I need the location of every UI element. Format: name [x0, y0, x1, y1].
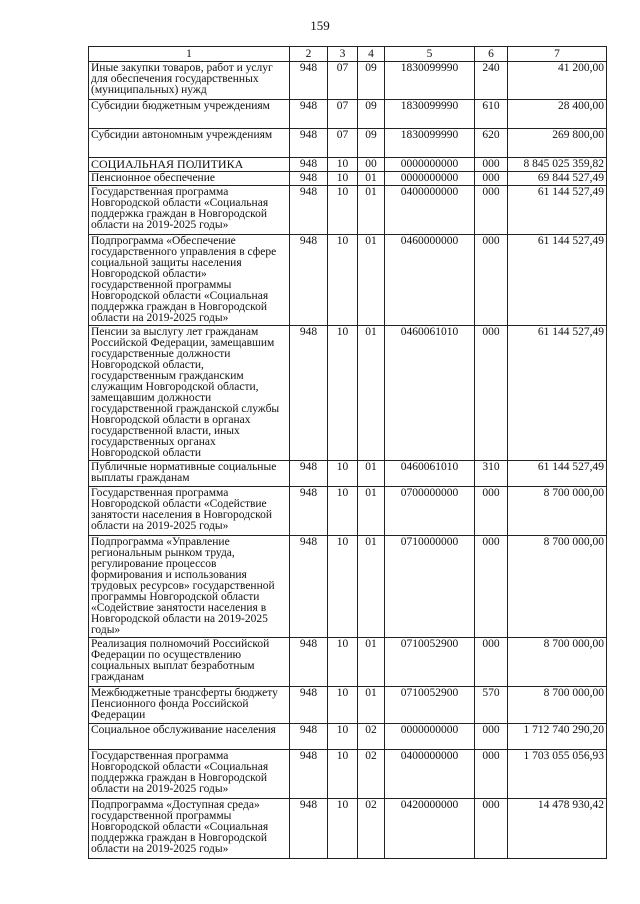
row-ministry-code: 948 [290, 62, 328, 100]
table-row [89, 326, 607, 461]
page-number: 159 [310, 18, 330, 33]
row-target-code: 0400000000 [385, 750, 475, 799]
row-target-code: 1830099990 [385, 62, 475, 100]
table-row [89, 235, 607, 326]
row-section-code: 10 [328, 461, 358, 487]
row-expense-type-code: 000 [475, 536, 508, 638]
row-ministry-code: 948 [290, 687, 328, 724]
table-row [89, 172, 607, 186]
table-row [89, 724, 607, 750]
row-expense-type-code: 620 [475, 129, 508, 158]
row-name: Субсидии автономным учреждениям [89, 129, 290, 158]
row-subsection-code: 09 [358, 129, 385, 158]
row-expense-type-code: 570 [475, 687, 508, 724]
row-subsection-code: 09 [358, 100, 385, 129]
row-expense-type-code: 610 [475, 100, 508, 129]
row-subsection-code: 01 [358, 638, 385, 687]
row-name: Государственная программа Новгородской области «Содействие занятости населения в Новгородской области на 2019-2025 годы» [89, 487, 290, 536]
table-row [89, 750, 607, 799]
row-subsection-code: 00 [358, 158, 385, 172]
row-ministry-code: 948 [290, 186, 328, 235]
row-expense-type-code: 000 [475, 724, 508, 750]
table-row [89, 536, 607, 638]
column-number-row [89, 47, 607, 62]
row-subsection-code: 09 [358, 62, 385, 100]
row-name: Пенсии за выслугу лет гражданам Российской Федерации, замещавшим государственные должности Новгородской области, государственным гражданским служащим Новгородской области, замещавшим должности государственной гражданской службы Новгородской области в органах государственной власти, иных государственных органах Новгородской области [89, 326, 290, 461]
column-number: 3 [328, 47, 358, 62]
row-target-code: 0400000000 [385, 186, 475, 235]
column-number: 7 [508, 47, 607, 62]
row-name: Подпрограмма «Управление региональным рынком труда, регулирование процессов формирования и использования трудовых ресурсов» государственной программы Новгородской области «Содействие занятости населения в Новгородской области на 2019-2025 годы» [89, 536, 290, 638]
table-row [89, 461, 607, 487]
row-subsection-code: 01 [358, 487, 385, 536]
row-name: СОЦИАЛЬНАЯ ПОЛИТИКА [89, 158, 290, 172]
row-target-code: 0000000000 [385, 172, 475, 186]
row-target-code: 0710052900 [385, 638, 475, 687]
table-row [89, 100, 607, 129]
row-expense-type-code: 000 [475, 487, 508, 536]
row-ministry-code: 948 [290, 638, 328, 687]
row-section-code: 10 [328, 186, 358, 235]
row-ministry-code: 948 [290, 487, 328, 536]
row-expense-type-code: 000 [475, 186, 508, 235]
row-section-code: 07 [328, 62, 358, 100]
row-subsection-code: 02 [358, 750, 385, 799]
row-ministry-code: 948 [290, 724, 328, 750]
row-section-code: 10 [328, 172, 358, 186]
row-expense-type-code: 000 [475, 235, 508, 326]
row-amount: 61 144 527,49 [508, 235, 607, 326]
row-name: Пенсионное обеспечение [89, 172, 290, 186]
row-amount: 8 700 000,00 [508, 638, 607, 687]
table-row [89, 62, 607, 100]
row-subsection-code: 01 [358, 687, 385, 724]
row-expense-type-code: 000 [475, 326, 508, 461]
row-target-code: 1830099990 [385, 129, 475, 158]
row-amount: 8 700 000,00 [508, 536, 607, 638]
row-target-code: 0460000000 [385, 235, 475, 326]
row-target-code: 0000000000 [385, 724, 475, 750]
table-row [89, 487, 607, 536]
row-section-code: 10 [328, 536, 358, 638]
row-subsection-code: 01 [358, 326, 385, 461]
row-ministry-code: 948 [290, 235, 328, 326]
row-target-code: 0420000000 [385, 799, 475, 859]
table-row [89, 687, 607, 724]
row-amount: 1 703 055 056,93 [508, 750, 607, 799]
row-amount: 8 700 000,00 [508, 687, 607, 724]
row-target-code: 0460061010 [385, 461, 475, 487]
row-section-code: 10 [328, 799, 358, 859]
row-expense-type-code: 240 [475, 62, 508, 100]
column-number: 1 [89, 47, 290, 62]
column-number: 4 [358, 47, 385, 62]
row-expense-type-code: 310 [475, 461, 508, 487]
row-subsection-code: 02 [358, 799, 385, 859]
row-target-code: 0460061010 [385, 326, 475, 461]
row-expense-type-code: 000 [475, 799, 508, 859]
row-name: Реализация полномочий Российской Федерации по осуществлению социальных выплат безработным гражданам [89, 638, 290, 687]
row-subsection-code: 01 [358, 186, 385, 235]
row-ministry-code: 948 [290, 100, 328, 129]
row-section-code: 10 [328, 724, 358, 750]
row-expense-type-code: 000 [475, 638, 508, 687]
row-name: Публичные нормативные социальные выплаты гражданам [89, 461, 290, 487]
row-target-code: 0700000000 [385, 487, 475, 536]
row-name: Государственная программа Новгородской области «Социальная поддержка граждан в Новгородской области на 2019-2025 годы» [89, 750, 290, 799]
row-section-code: 07 [328, 129, 358, 158]
table-row [89, 158, 607, 172]
row-expense-type-code: 000 [475, 158, 508, 172]
row-amount: 14 478 930,42 [508, 799, 607, 859]
row-section-code: 10 [328, 487, 358, 536]
row-section-code: 10 [328, 750, 358, 799]
row-ministry-code: 948 [290, 799, 328, 859]
row-name: Государственная программа Новгородской области «Социальная поддержка граждан в Новгородской области на 2019-2025 годы» [89, 186, 290, 235]
row-amount: 61 144 527,49 [508, 461, 607, 487]
row-ministry-code: 948 [290, 129, 328, 158]
row-name: Субсидии бюджетным учреждениям [89, 100, 290, 129]
row-ministry-code: 948 [290, 158, 328, 172]
row-ministry-code: 948 [290, 172, 328, 186]
row-expense-type-code: 000 [475, 750, 508, 799]
row-target-code: 0000000000 [385, 158, 475, 172]
row-section-code: 10 [328, 638, 358, 687]
row-name: Межбюджетные трансферты бюджету Пенсионного фонда Российской Федерации [89, 687, 290, 724]
row-amount: 8 700 000,00 [508, 487, 607, 536]
row-subsection-code: 01 [358, 172, 385, 186]
row-amount: 69 844 527,49 [508, 172, 607, 186]
budget-table [88, 46, 607, 859]
row-amount: 1 712 740 290,20 [508, 724, 607, 750]
row-ministry-code: 948 [290, 326, 328, 461]
row-expense-type-code: 000 [475, 172, 508, 186]
column-number: 2 [290, 47, 328, 62]
table-row [89, 186, 607, 235]
row-subsection-code: 01 [358, 235, 385, 326]
row-section-code: 10 [328, 687, 358, 724]
row-name: Иные закупки товаров, работ и услуг для обеспечения государственных (муниципальных) нужд [89, 62, 290, 100]
column-number: 6 [475, 47, 508, 62]
row-name: Социальное обслуживание населения [89, 724, 290, 750]
row-amount: 8 845 025 359,82 [508, 158, 607, 172]
row-ministry-code: 948 [290, 536, 328, 638]
row-amount: 61 144 527,49 [508, 186, 607, 235]
row-amount: 269 800,00 [508, 129, 607, 158]
row-name: Подпрограмма «Обеспечение государственного управления в сфере социальной защиты населения Новгородской области» государственной программы Новгородской области «Социальная поддержка граждан в Новгородской области на 2019-2025 годы» [89, 235, 290, 326]
row-target-code: 1830099990 [385, 100, 475, 129]
row-section-code: 07 [328, 100, 358, 129]
row-ministry-code: 948 [290, 750, 328, 799]
column-number: 5 [385, 47, 475, 62]
table-row [89, 638, 607, 687]
row-subsection-code: 02 [358, 724, 385, 750]
row-amount: 61 144 527,49 [508, 326, 607, 461]
row-section-code: 10 [328, 235, 358, 326]
row-name: Подпрограмма «Доступная среда» государственной программы Новгородской области «Социальная поддержка граждан в Новгородской области на 2019-2025 годы» [89, 799, 290, 859]
row-ministry-code: 948 [290, 461, 328, 487]
table-body [89, 47, 607, 859]
row-amount: 41 200,00 [508, 62, 607, 100]
row-amount: 28 400,00 [508, 100, 607, 129]
row-subsection-code: 01 [358, 461, 385, 487]
row-target-code: 0710000000 [385, 536, 475, 638]
row-subsection-code: 01 [358, 536, 385, 638]
row-section-code: 10 [328, 158, 358, 172]
row-target-code: 0710052900 [385, 687, 475, 724]
table-row [89, 799, 607, 859]
table-row [89, 129, 607, 158]
row-section-code: 10 [328, 326, 358, 461]
